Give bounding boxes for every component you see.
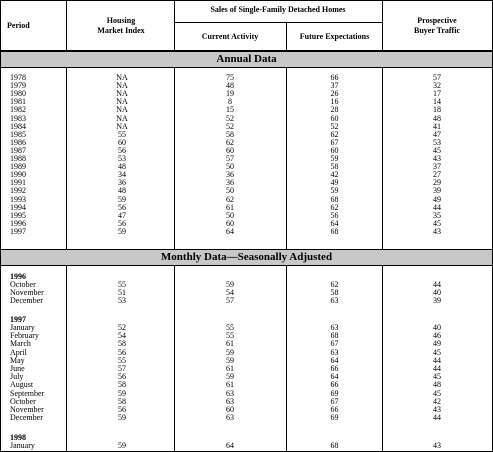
row-current-activity: 61 — [226, 364, 234, 373]
row-future-expectations: 59 — [330, 154, 339, 163]
row-housing-market-index: NA — [116, 73, 128, 82]
row-period: March — [10, 339, 31, 349]
row-housing-market-index: 59 — [118, 388, 126, 398]
row-housing-market-index: 56 — [118, 347, 126, 357]
row-period: 1986 — [10, 137, 26, 147]
row-buyer-traffic: 43 — [433, 226, 441, 236]
row-period: July — [10, 372, 24, 382]
row-current-activity: 60 — [226, 145, 234, 155]
band-annual-bottom — [1, 67, 492, 68]
row-future-expectations: 60 — [330, 145, 339, 155]
row-period: January — [10, 441, 35, 450]
row-housing-market-index: 58 — [118, 380, 126, 390]
row-buyer-traffic: 42 — [433, 396, 441, 406]
header-prospective-buyer-traffic — [382, 16, 492, 36]
row-period: September — [10, 388, 45, 398]
row-current-activity: 60 — [226, 405, 234, 414]
row-buyer-traffic: 18 — [433, 105, 441, 115]
row-buyer-traffic: 27 — [433, 170, 441, 180]
row-period: December — [10, 413, 43, 423]
row-current-activity: 61 — [226, 380, 234, 390]
row-period: April — [10, 347, 27, 357]
row-buyer-traffic: 40 — [433, 288, 441, 298]
row-current-activity: 36 — [226, 178, 234, 188]
row-current-activity: 63 — [226, 413, 234, 423]
row-buyer-traffic: 46 — [433, 331, 441, 341]
row-buyer-traffic: 40 — [433, 323, 441, 332]
row-future-expectations: 62 — [330, 202, 339, 212]
row-current-activity: 50 — [226, 162, 234, 172]
row-current-activity: 50 — [226, 186, 234, 196]
row-buyer-traffic: 41 — [433, 121, 441, 131]
row-future-expectations: 64 — [330, 218, 339, 228]
row-period: 1996 — [10, 218, 26, 228]
header-sales-group: Sales of Single-Family Detached Homes — [210, 5, 346, 14]
row-housing-market-index: 56 — [118, 218, 126, 228]
row-future-expectations: 59 — [330, 186, 339, 196]
row-buyer-traffic: 49 — [433, 339, 441, 349]
row-buyer-traffic: 17 — [433, 89, 441, 99]
row-future-expectations: 64 — [330, 355, 339, 365]
row-current-activity: 57 — [226, 296, 234, 306]
row-period: February — [10, 331, 39, 341]
row-housing-market-index: 53 — [118, 296, 126, 306]
row-current-activity: 57 — [226, 154, 234, 163]
row-housing-market-index: 58 — [118, 339, 126, 349]
row-period: May — [10, 355, 25, 365]
row-buyer-traffic: 37 — [433, 162, 441, 172]
row-buyer-traffic: 45 — [433, 347, 441, 357]
row-housing-market-index: NA — [116, 121, 128, 131]
row-period: 1985 — [10, 129, 26, 139]
row-period: 1978 — [10, 73, 26, 82]
row-buyer-traffic: 44 — [433, 364, 441, 373]
row-period: 1989 — [10, 162, 26, 172]
band-monthly-bottom — [1, 265, 492, 266]
row-future-expectations: 68 — [330, 441, 339, 450]
row-current-activity: 59 — [226, 280, 234, 289]
row-buyer-traffic: 43 — [433, 154, 441, 163]
row-housing-market-index: 34 — [118, 170, 126, 180]
row-housing-market-index: 59 — [118, 226, 126, 236]
row-future-expectations: 68 — [330, 331, 339, 341]
row-current-activity: 63 — [226, 388, 234, 398]
row-future-expectations: 58 — [330, 288, 339, 298]
row-housing-market-index: NA — [116, 89, 128, 99]
year-label-1997: 1997 — [10, 315, 26, 324]
row-buyer-traffic: 39 — [433, 296, 441, 306]
row-buyer-traffic: 29 — [433, 178, 441, 188]
row-future-expectations: 63 — [330, 347, 339, 357]
row-future-expectations: 58 — [330, 162, 339, 172]
row-period: 1979 — [10, 81, 26, 91]
row-future-expectations: 67 — [330, 339, 339, 349]
row-future-expectations: 62 — [330, 280, 339, 289]
row-future-expectations: 16 — [330, 97, 339, 107]
row-future-expectations: 56 — [330, 210, 339, 220]
row-buyer-traffic: 47 — [433, 129, 441, 139]
row-current-activity: 59 — [226, 372, 234, 382]
header-buyer-line1: Prospective — [417, 16, 457, 25]
row-future-expectations: 66 — [330, 405, 339, 414]
year-label-1998: 1998 — [10, 433, 26, 442]
row-current-activity: 59 — [226, 355, 234, 365]
row-period: 1991 — [10, 178, 26, 188]
header-buyer-line2: Buyer Traffic — [414, 26, 460, 35]
row-buyer-traffic: 48 — [433, 380, 441, 390]
row-future-expectations: 60 — [330, 113, 339, 123]
row-current-activity: 60 — [226, 218, 234, 228]
row-current-activity: 55 — [226, 331, 234, 341]
row-future-expectations: 26 — [330, 89, 339, 99]
row-buyer-traffic: 44 — [433, 355, 441, 365]
row-buyer-traffic: 45 — [433, 145, 441, 155]
row-future-expectations: 67 — [330, 137, 339, 147]
row-housing-market-index: 56 — [118, 202, 126, 212]
row-housing-market-index: 52 — [118, 323, 126, 332]
row-period: 1984 — [10, 121, 26, 131]
row-current-activity: 54 — [226, 288, 234, 298]
row-future-expectations: 66 — [330, 364, 339, 373]
row-buyer-traffic: 45 — [433, 218, 441, 228]
row-housing-market-index: 59 — [118, 413, 126, 423]
row-future-expectations: 68 — [330, 194, 339, 204]
row-period: 1993 — [10, 194, 26, 204]
row-current-activity: 59 — [226, 347, 234, 357]
row-period: 1987 — [10, 145, 26, 155]
row-current-activity: 64 — [226, 441, 234, 450]
row-current-activity: 50 — [226, 210, 234, 220]
row-current-activity: 62 — [226, 194, 234, 204]
row-current-activity: 64 — [226, 226, 234, 236]
row-housing-market-index: 54 — [118, 331, 126, 341]
row-housing-market-index: 58 — [118, 396, 126, 406]
row-buyer-traffic: 45 — [433, 388, 441, 398]
year-label-1996: 1996 — [10, 272, 26, 281]
header-housing-market-index — [66, 16, 176, 36]
row-period: August — [10, 380, 34, 390]
header-current-activity: Current Activity — [201, 32, 259, 41]
row-buyer-traffic: 43 — [433, 405, 441, 414]
row-housing-market-index: 48 — [118, 186, 126, 196]
row-current-activity: 63 — [226, 396, 234, 406]
row-future-expectations: 68 — [330, 226, 339, 236]
row-period: November — [10, 288, 44, 298]
row-period: October — [10, 396, 36, 406]
row-current-activity: 36 — [226, 170, 234, 180]
row-future-expectations: 63 — [330, 296, 339, 306]
row-future-expectations: 62 — [330, 129, 339, 139]
row-housing-market-index: 60 — [118, 137, 126, 147]
header-period: Period — [7, 21, 30, 30]
row-housing-market-index: 36 — [118, 178, 126, 188]
row-buyer-traffic: 14 — [433, 97, 441, 107]
row-housing-market-index: 55 — [118, 129, 126, 139]
row-buyer-traffic: 32 — [433, 81, 441, 91]
row-period: 1997 — [10, 226, 26, 236]
row-future-expectations: 52 — [330, 121, 339, 131]
row-housing-market-index: 57 — [118, 364, 126, 373]
row-future-expectations: 67 — [330, 396, 339, 406]
section-annual-data: Annual Data — [1, 52, 492, 67]
row-housing-market-index: 56 — [118, 372, 126, 382]
header-sub-divider — [174, 22, 382, 23]
row-buyer-traffic: 43 — [433, 441, 441, 450]
row-current-activity: 61 — [226, 339, 234, 349]
row-period: 1982 — [10, 105, 26, 115]
row-current-activity: 48 — [226, 81, 234, 91]
row-period: 1992 — [10, 186, 26, 196]
row-future-expectations: 69 — [330, 388, 339, 398]
row-buyer-traffic: 39 — [433, 186, 441, 196]
row-future-expectations: 37 — [330, 81, 339, 91]
row-housing-market-index: 47 — [118, 210, 126, 220]
row-period: 1990 — [10, 170, 26, 180]
row-housing-market-index: 56 — [118, 405, 126, 414]
row-future-expectations: 66 — [330, 73, 339, 82]
row-housing-market-index: 59 — [118, 441, 126, 450]
row-future-expectations: 49 — [330, 178, 339, 188]
row-period: 1988 — [10, 154, 26, 163]
row-housing-market-index: 51 — [118, 288, 126, 298]
row-current-activity: 52 — [226, 113, 234, 123]
row-current-activity: 61 — [226, 202, 234, 212]
row-buyer-traffic: 53 — [433, 137, 441, 147]
row-current-activity: 75 — [226, 73, 234, 82]
row-period: January — [10, 323, 35, 332]
row-period: October — [10, 280, 36, 289]
section-monthly-data: Monthly Data—Seasonally Adjusted — [1, 250, 492, 265]
row-future-expectations: 64 — [330, 372, 339, 382]
row-housing-market-index: 53 — [118, 154, 126, 163]
row-period: June — [10, 364, 25, 373]
row-buyer-traffic: 57 — [433, 73, 441, 82]
row-period: November — [10, 405, 44, 414]
row-period: 1994 — [10, 202, 26, 212]
row-future-expectations: 28 — [330, 105, 339, 115]
header-future-expectations: Future Expectations — [299, 32, 370, 41]
row-housing-market-index: 55 — [118, 280, 126, 289]
row-current-activity: 55 — [226, 323, 234, 332]
row-current-activity: 52 — [226, 121, 234, 131]
row-buyer-traffic: 44 — [433, 413, 441, 423]
row-buyer-traffic: 44 — [433, 280, 441, 289]
row-period: December — [10, 296, 43, 306]
row-buyer-traffic: 45 — [433, 372, 441, 382]
row-buyer-traffic: 35 — [433, 210, 441, 220]
header-hmi-line1: Housing — [106, 16, 136, 25]
row-housing-market-index: 59 — [118, 194, 126, 204]
row-housing-market-index: NA — [116, 81, 128, 91]
row-period: 1981 — [10, 97, 26, 107]
row-housing-market-index: NA — [116, 105, 128, 115]
row-current-activity: 8 — [228, 97, 232, 107]
row-housing-market-index: 48 — [118, 162, 126, 172]
row-buyer-traffic: 48 — [433, 113, 441, 123]
row-housing-market-index: NA — [116, 97, 128, 107]
header-hmi-line2: Market Index — [97, 26, 145, 35]
row-current-activity: 19 — [226, 89, 234, 99]
row-period: 1995 — [10, 210, 26, 220]
row-buyer-traffic: 44 — [433, 202, 441, 212]
row-future-expectations: 42 — [330, 170, 339, 180]
row-buyer-traffic: 49 — [433, 194, 441, 204]
row-current-activity: 15 — [226, 105, 234, 115]
row-current-activity: 58 — [226, 129, 234, 139]
row-current-activity: 62 — [226, 137, 234, 147]
row-future-expectations: 63 — [330, 323, 339, 332]
row-period: 1983 — [10, 113, 26, 123]
row-housing-market-index: 56 — [118, 145, 126, 155]
row-period: 1980 — [10, 89, 26, 99]
row-housing-market-index: 55 — [118, 355, 126, 365]
row-housing-market-index: NA — [116, 113, 128, 123]
row-future-expectations: 66 — [330, 380, 339, 390]
row-future-expectations: 69 — [330, 413, 339, 423]
